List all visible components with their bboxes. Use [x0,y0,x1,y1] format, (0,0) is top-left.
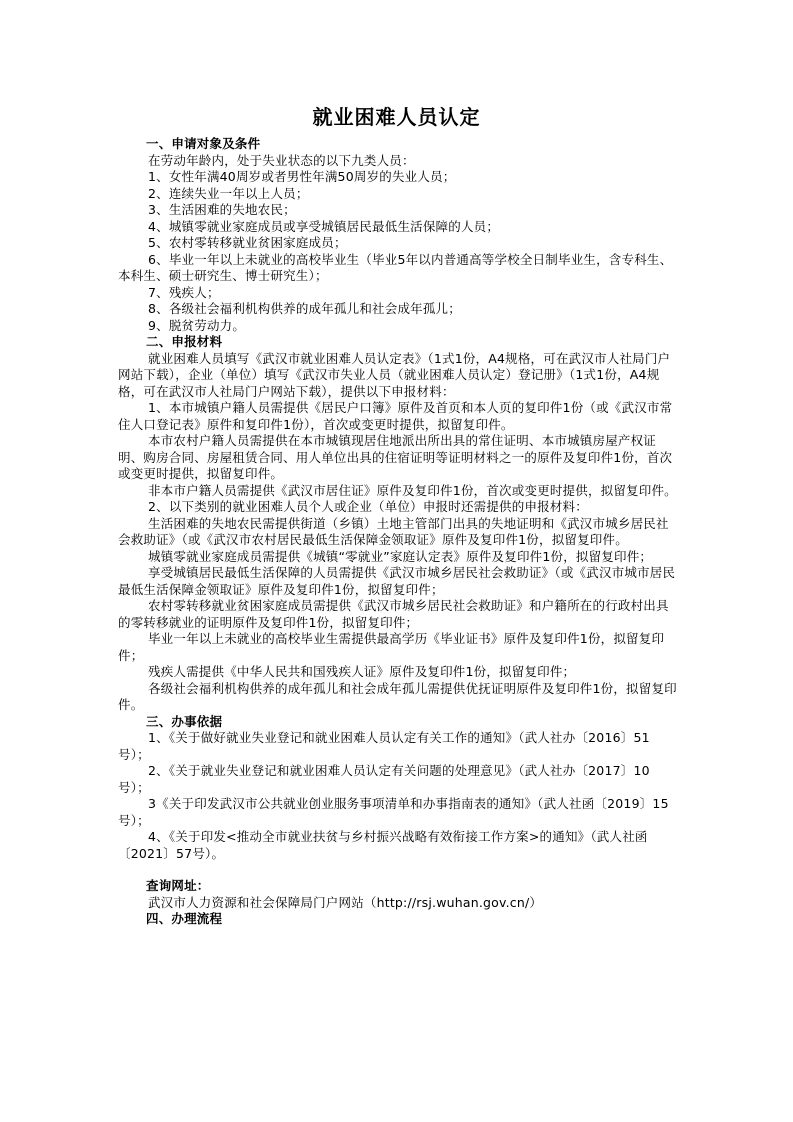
section2-paragraph: 享受城镇居民最低生活保障的人员需提供《武汉市城乡居民社会救助证》（或《武汉市城市居民最低生活保障金领取证》原件及复印件1份，拟留复印件； [118,565,676,597]
section1-item: 6、毕业一年以上未就业的高校毕业生（毕业5年以内普通高等学校全日制毕业生，含专科生、本科生、硕士研究生、博士研究生）； [118,251,673,283]
document-title: 就业困难人员认定 [312,105,481,129]
section4-heading: 四、办理流程 [146,911,223,926]
section1-item: 3、生活困难的失地农民； [148,202,296,217]
section1-item: 7、残疾人； [148,284,220,300]
section2-paragraph: 城镇零就业家庭成员需提供《城镇“零就业”家庭认定表》原件及复印件1份，拟留复印件； [148,548,653,564]
section3-item: 1、《关于做好就业失业登记和就业困难人员认定有关工作的通知》（武人社办〔2016〕51号）； [118,730,650,762]
section3-item: 2、《关于就业失业登记和就业困难人员认定有关问题的处理意见》（武人社办〔2017〕10号）； [118,763,650,795]
section1-heading: 一、申请对象及条件 [146,136,261,151]
section1-item: 8、各级社会福利机构供养的成年孤儿和社会成年孤儿； [148,301,461,316]
section2-paragraph: 就业困难人员填写《武汉市就业困难人员认定表》（1式1份，A4规格，可在武汉市人社局门户网站下载），企业（单位）填写《武汉市失业人员（就业困难人员认定）登记册》（1式1份，A4规格，可在武汉市人社局门户网站下载），提供以下申报材料： [118,350,671,399]
section2-paragraph: 残疾人需提供《中华人民共和国残疾人证》原件及复印件1份，拟留复印件； [148,664,576,679]
section1-item: 5、农村零转移就业贫困家庭成员； [148,235,347,250]
section2-heading: 二、申报材料 [146,334,223,349]
section2-paragraph: 2、以下类别的就业困难人员个人或企业（单位）申报时还需提供的申报材料： [148,499,588,514]
section3-heading: 三、办事依据 [146,713,223,729]
section2-paragraph: 1、本市城镇户籍人员需提供《居民户口簿》原件及首页和本人页的复印件1份（或《武汉市常住人口登记表》原件和复印件1份），首次或变更时提供，拟留复印件。 [118,400,673,432]
section1-item: 2、连续失业一年以上人员； [148,185,309,201]
section2-paragraph: 生活困难的失地农民需提供街道（乡镇）土地主管部门出具的失地证明和《武汉市城乡居民社会救助证》（或《武汉市农村居民最低生活保障金领取证》原件及复印件1份，拟留复印件。 [118,515,669,547]
section2-paragraph: 本市农村户籍人员需提供在本市城镇现居住地派出所出具的常住证明、本市城镇房屋产权证明、购房合同、房屋租赁合同、用人单位出具的住宿证明等证明材料之一的原件及复印件1份，首次或变更时提供，拟留复印件。 [118,433,673,481]
section1-intro: 在劳动年龄内，处于失业状态的以下九类人员： [148,152,415,168]
document-body [118,136,678,928]
section2-paragraph: 非本市户籍人员需提供《武汉市居住证》原件及复印件1份，首次或变更时提供，拟留复印件。 [148,482,677,498]
section1-item: 4、城镇零就业家庭成员或享受城镇居民最低生活保障的人员； [148,218,500,234]
section3-item: 4、《关于印发<推动全市就业扶贫与乡村振兴战略有效衔接工作方案>的通知》（武人社函〔2021〕57号）。 [118,829,648,861]
query-heading: 查询网址： [146,878,210,893]
query-url-text: 武汉市人力资源和社会保障局门户网站（http://rsj.wuhan.gov.cn/） [148,894,543,910]
section2-paragraph: 毕业一年以上未就业的高校毕业生需提供最高学历《毕业证书》原件及复印件1份，拟留复印件； [118,631,665,663]
spacer [118,862,678,878]
section1-item: 9、脱贫劳动力。 [148,317,246,333]
section1-item: 1、女性年满40周岁或者男性年满50周岁的失业人员； [148,169,456,184]
section3-item: 3《关于印发武汉市公共就业创业服务事项清单和办事指南表的通知》（武人社函〔2019〕15号）； [118,796,669,828]
section2-paragraph: 农村零转移就业贫困家庭成员需提供《武汉市城乡居民社会救助证》和户籍所在的行政村出具的零转移就业的证明原件及复印件1份，拟留复印件； [118,598,669,630]
section2-paragraph: 各级社会福利机构供养的成年孤儿和社会成年孤儿需提供优抚证明原件及复印件1份，拟留复印件。 [118,680,677,712]
